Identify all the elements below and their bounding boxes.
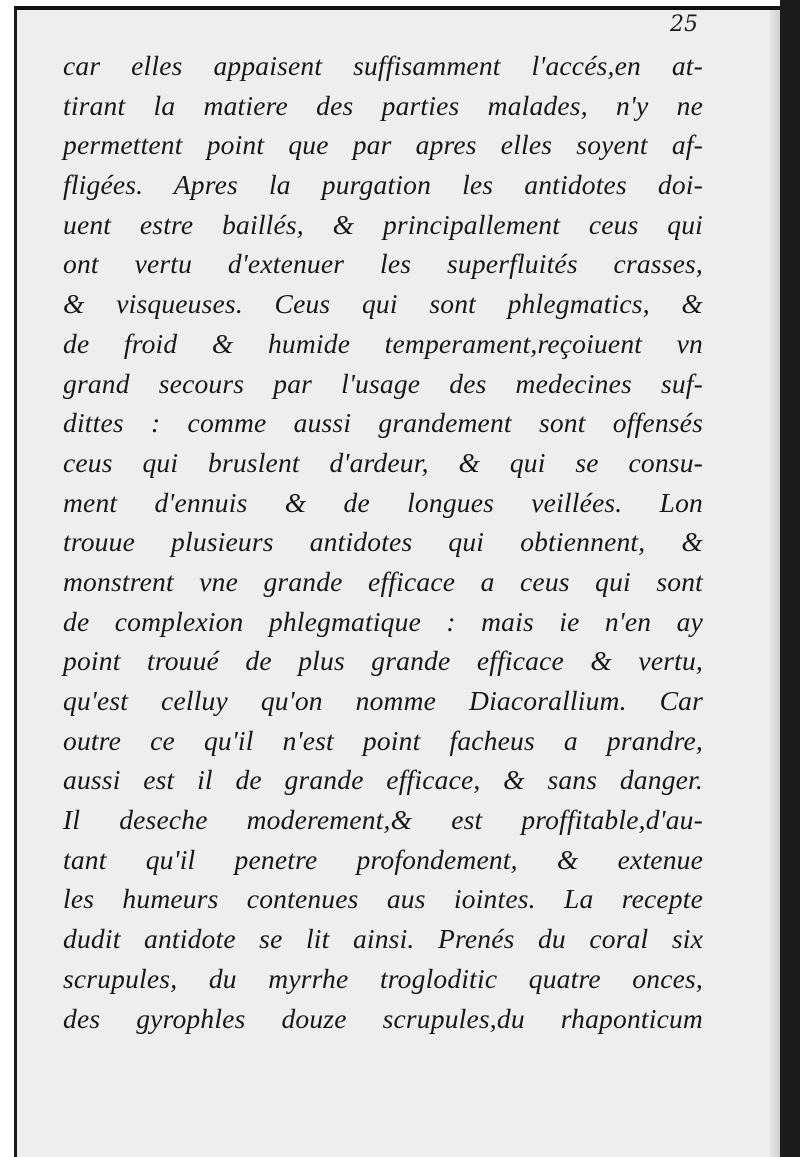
text-line: Il deseche moderement,& est proffitable,d'au-: [63, 804, 703, 836]
book-page: [14, 6, 780, 1157]
text-line: de complexion phlegmatique : mais ie n'en ay: [63, 605, 703, 637]
text-line: dudit antidote se lit ainsi. Prenés du coral six: [63, 923, 703, 955]
text-line: des gyrophles douze scrupules,du rhaponticum: [63, 1002, 703, 1034]
text-line: ment d'ennuis & de longues veillées. Lon: [63, 486, 703, 518]
text-line: monstrent vne grande efficace a ceus qui sont: [63, 565, 703, 597]
text-line: de froid & humide temperament,reçoiuent vn: [63, 327, 703, 359]
text-line: qu'est celluy qu'on nomme Diacorallium. Car: [63, 685, 703, 716]
text-line: ceus qui bruslent d'ardeur, & qui se consu-: [63, 446, 703, 478]
text-line: outre ce qu'il n'est point facheus a prandre,: [63, 724, 703, 756]
text-line: car elles appaisent suffisamment l'accés,en at-: [63, 50, 703, 81]
text-line: & visqueuses. Ceus qui sont phlegmatics, &: [63, 288, 703, 320]
text-line: scrupules, du myrrhe trogloditic quatre onces,: [63, 962, 703, 994]
text-line: aussi est il de grande efficace, & sans danger.: [63, 764, 703, 796]
page-number: 25: [670, 12, 698, 37]
text-line: permettent point que par apres elles soyent af-: [63, 129, 703, 161]
text-line: point trouué de plus grande efficace & vertu,: [63, 645, 703, 677]
text-line: trouue plusieurs antidotes qui obtiennent, &: [63, 526, 703, 558]
text-line: grand secours par l'usage des medecines suf-: [63, 367, 703, 399]
page-edge-shadow: [780, 0, 800, 1157]
text-line: uent estre baillés, & principallement ceus qui: [63, 208, 703, 240]
text-line: ont vertu d'extenuer les superfluités crasses,: [63, 248, 703, 280]
text-line: fligées. Apres la purgation les antidotes doi-: [63, 169, 703, 201]
text-line: tant qu'il penetre profondement, & extenue: [63, 843, 703, 875]
text-line: les humeurs contenues aus iointes. La recepte: [63, 883, 703, 915]
body-text: [63, 46, 703, 1038]
text-line: dittes : comme aussi grandement sont offensés: [63, 407, 703, 439]
text-line: tirant la matiere des parties malades, n'y ne: [63, 89, 703, 121]
